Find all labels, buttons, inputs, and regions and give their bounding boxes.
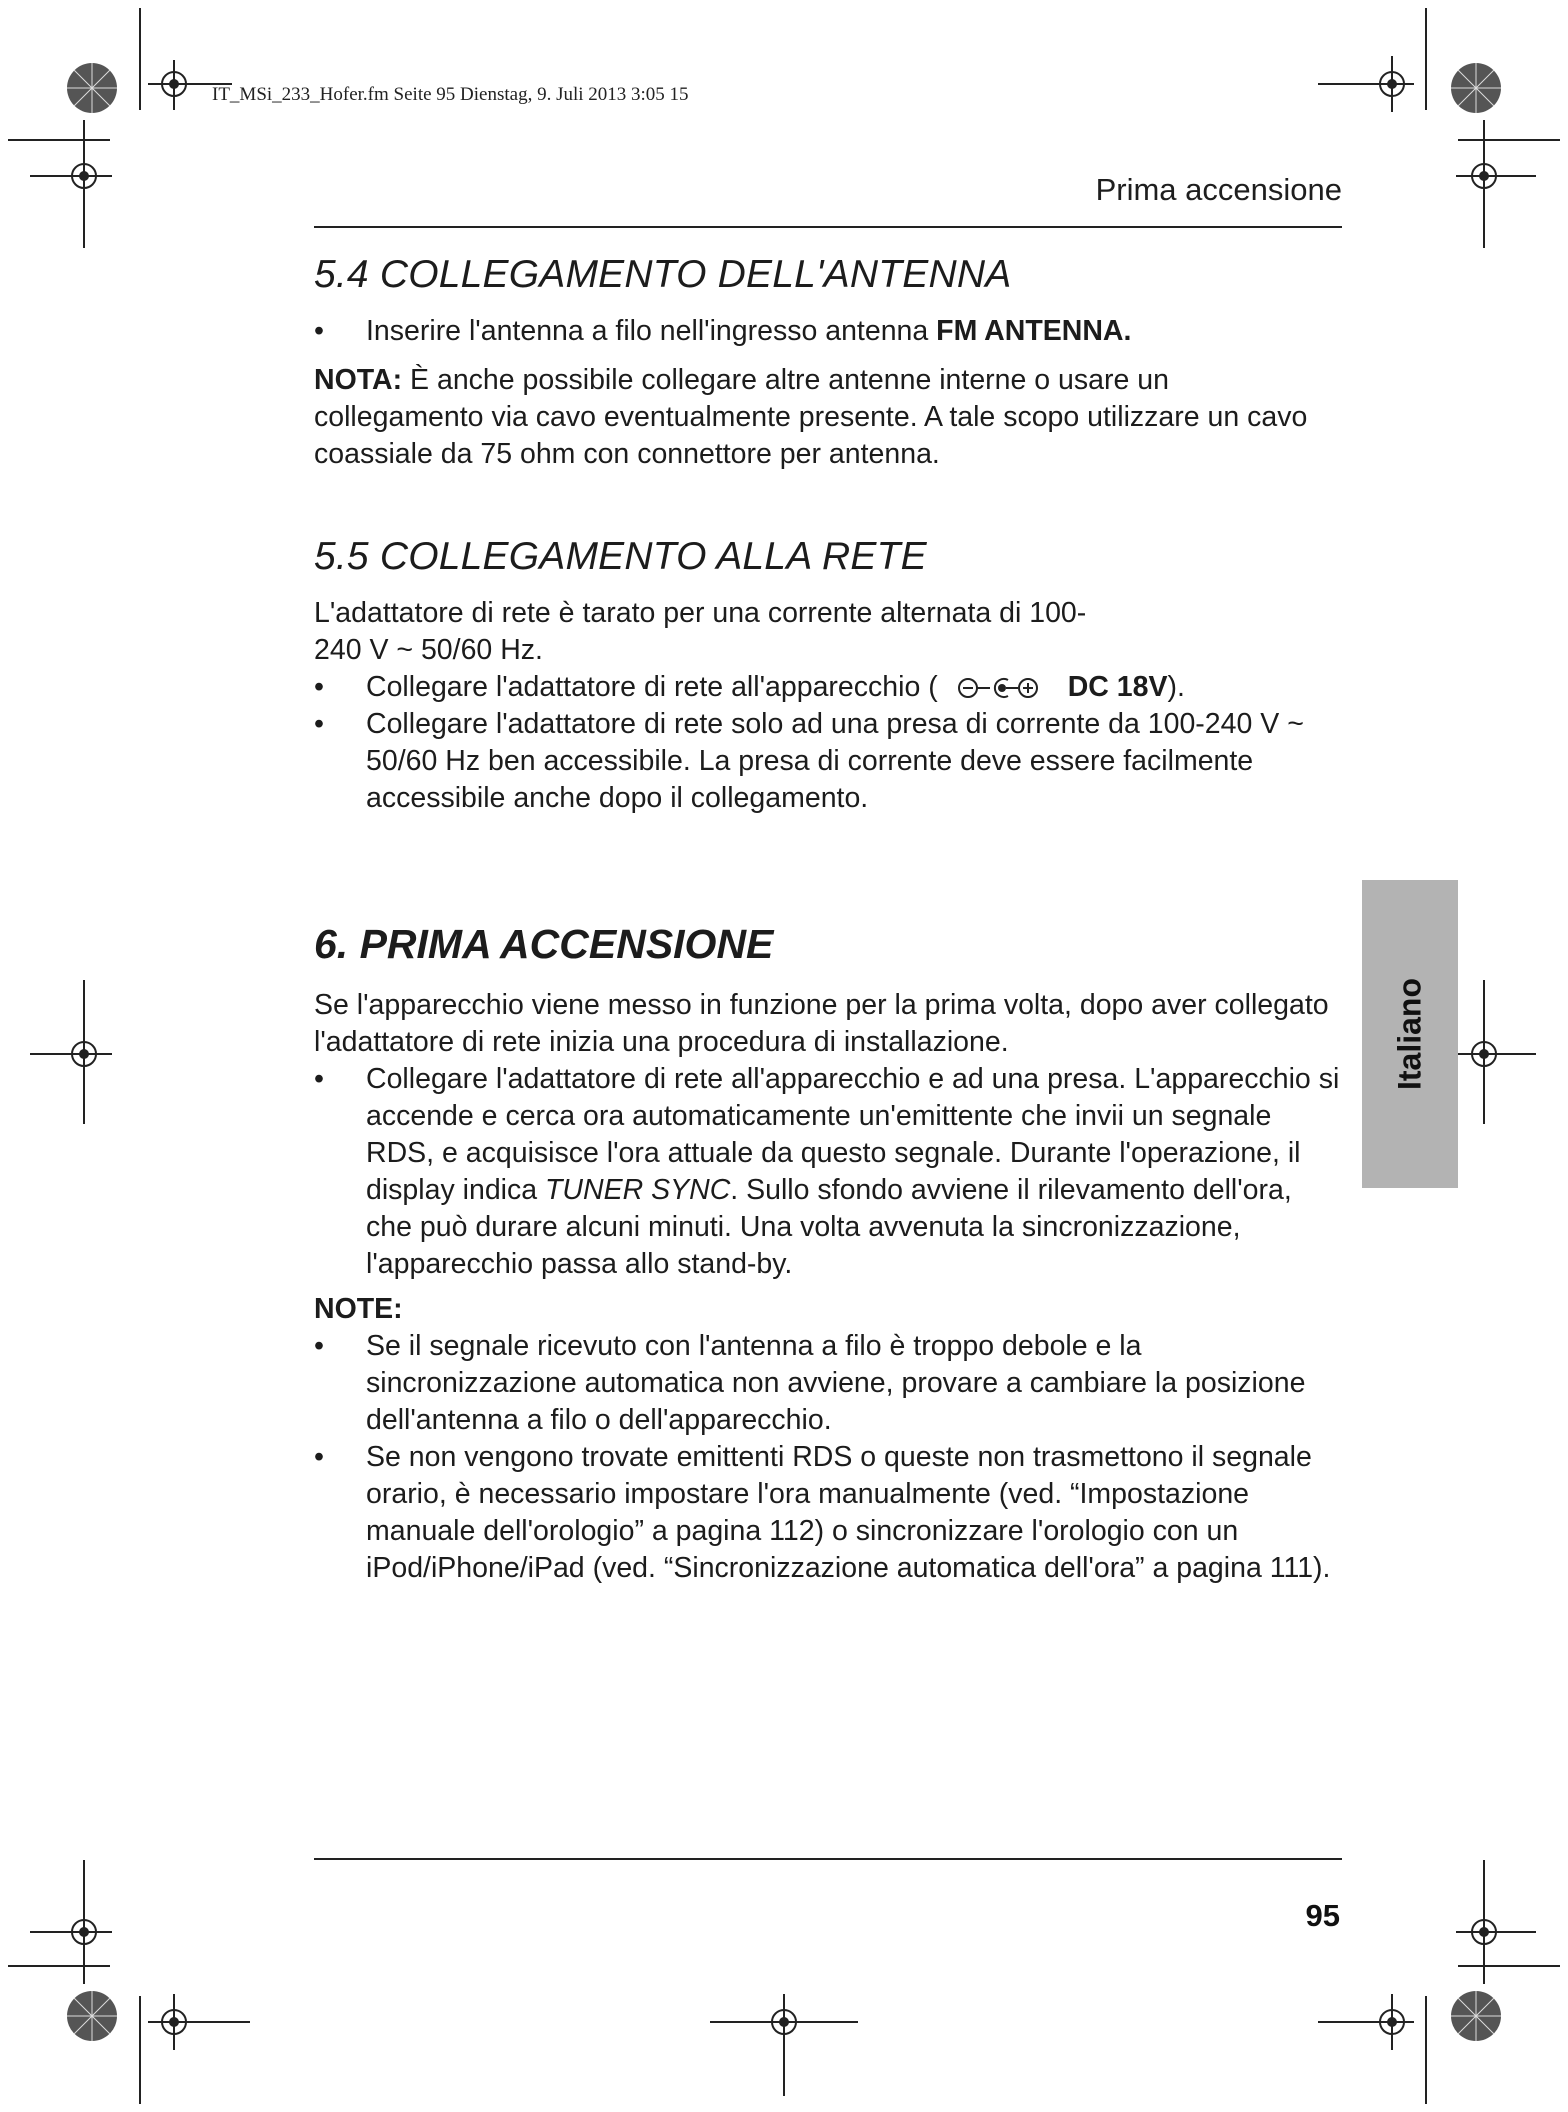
section-heading: 5.4 COLLEGAMENTO DELL'ANTENNA (314, 253, 1012, 296)
list-item (314, 1328, 1344, 1439)
crosshair-mark (148, 1994, 250, 2050)
language-tab (1362, 880, 1458, 1188)
footer-rule (314, 1858, 1342, 1860)
starburst-mark (67, 63, 117, 113)
note-label: NOTE: (314, 1293, 403, 1325)
bullet-text-cont: . Sullo sfondo avviene il rilevamento dell'ora, che può durare alcuni minuti. Una volta avvenuta la sincronizzazione, l'apparecchio passa allo stand-by. (366, 1174, 1292, 1280)
crosshair-mark (1318, 56, 1414, 112)
section-5-4 (314, 253, 1344, 473)
running-header: Prima accensione (1095, 172, 1342, 207)
bullet-end: ). (1167, 671, 1185, 703)
crosshair-mark (1318, 1994, 1414, 2050)
list-item (314, 313, 1344, 350)
bullet-bold: DC 18V (1067, 671, 1168, 703)
bullet-marker: • (314, 1330, 324, 1362)
dc-polarity-icon (956, 675, 1056, 701)
bullet-text: Collegare l'adattatore di rete all'apparecchio e ad una presa. L'apparecchio si accende e cerca ora automaticamente un'emittente che invii un segnale RDS, e acquisisce l'ora attuale da questo segnale. Durante l'operazione, il display indica (366, 1063, 1340, 1206)
list-item (314, 1061, 1344, 1283)
section-5-5 (314, 535, 1344, 817)
header-rule (314, 226, 1342, 228)
intro-paragraph: L'adattatore di rete è tarato per una corrente alternata di 100-240 V ~ 50/60 Hz. (314, 597, 1087, 666)
bullet-text: Collegare l'adattatore di rete all'apparecchio ( (366, 671, 938, 703)
bullet-text: Se il segnale ricevuto con l'antenna a filo è troppo debole e la sincronizzazione automatica non avviene, provare a cambiare la posizione dell'antenna a filo o dell'apparecchio. (366, 1330, 1306, 1436)
list-item (314, 669, 1344, 706)
bullet-marker: • (314, 315, 324, 347)
bullet-text: Se non vengono trovate emittenti RDS o queste non trasmettono il segnale orario, è necessario impostare l'ora manualmente (ved. “Impostazione manuale dell'orologio” a pagina 112) o sincronizzare l'orologio con un iPod/iPhone/iPad (ved. “Sincronizzazione automatica dell'ora” a pagina 111). (366, 1441, 1331, 1584)
crosshair-mark (1456, 980, 1536, 1124)
section-heading: 5.5 COLLEGAMENTO ALLA RETE (314, 535, 927, 578)
bullet-text: Collegare l'adattatore di rete solo ad una presa di corrente da 100-240 V ~ 50/60 Hz ben accessibile. La presa di corrente deve essere facilmente accessibile anche dopo il collegamento. (366, 708, 1304, 814)
starburst-mark (67, 1991, 117, 2041)
note-paragraph (314, 362, 1344, 473)
nota-text: È anche possibile collegare altre antenne interne o usare un collegamento via cavo eventualmente presente. A tale scopo utilizzare un cavo coassiale da 75 ohm con connettore per antenna. (314, 364, 1308, 470)
starburst-mark (1451, 63, 1501, 113)
crosshair-mark (30, 980, 112, 1124)
bullet-marker: • (314, 671, 324, 703)
page-number: 95 (1305, 1898, 1340, 1933)
intro-paragraph: Se l'apparecchio viene messo in funzione per la prima volta, dopo aver collegato l'adattatore di rete inizia una procedura di installazione. (314, 989, 1329, 1058)
language-tab-label: Italiano (1391, 977, 1428, 1091)
bullet-marker: • (314, 1441, 324, 1473)
starburst-mark (1451, 1991, 1501, 2041)
list-item (314, 706, 1344, 817)
file-meta-line: IT_MSi_233_Hofer.fm Seite 95 Dienstag, 9. Juli 2013 3:05 15 (212, 84, 689, 105)
crosshair-mark (710, 1994, 858, 2096)
list-item (314, 1439, 1344, 1587)
bullet-marker: • (314, 1063, 324, 1095)
bullet-bold: FM ANTENNA. (936, 315, 1132, 347)
bullet-text: Inserire l'antenna a filo nell'ingresso antenna (366, 315, 937, 347)
nota-label: NOTA: (314, 364, 403, 396)
section-6 (314, 921, 1344, 1587)
bullet-marker: • (314, 708, 324, 740)
display-text: TUNER SYNC (545, 1174, 731, 1206)
chapter-heading: 6. PRIMA ACCENSIONE (314, 921, 774, 967)
